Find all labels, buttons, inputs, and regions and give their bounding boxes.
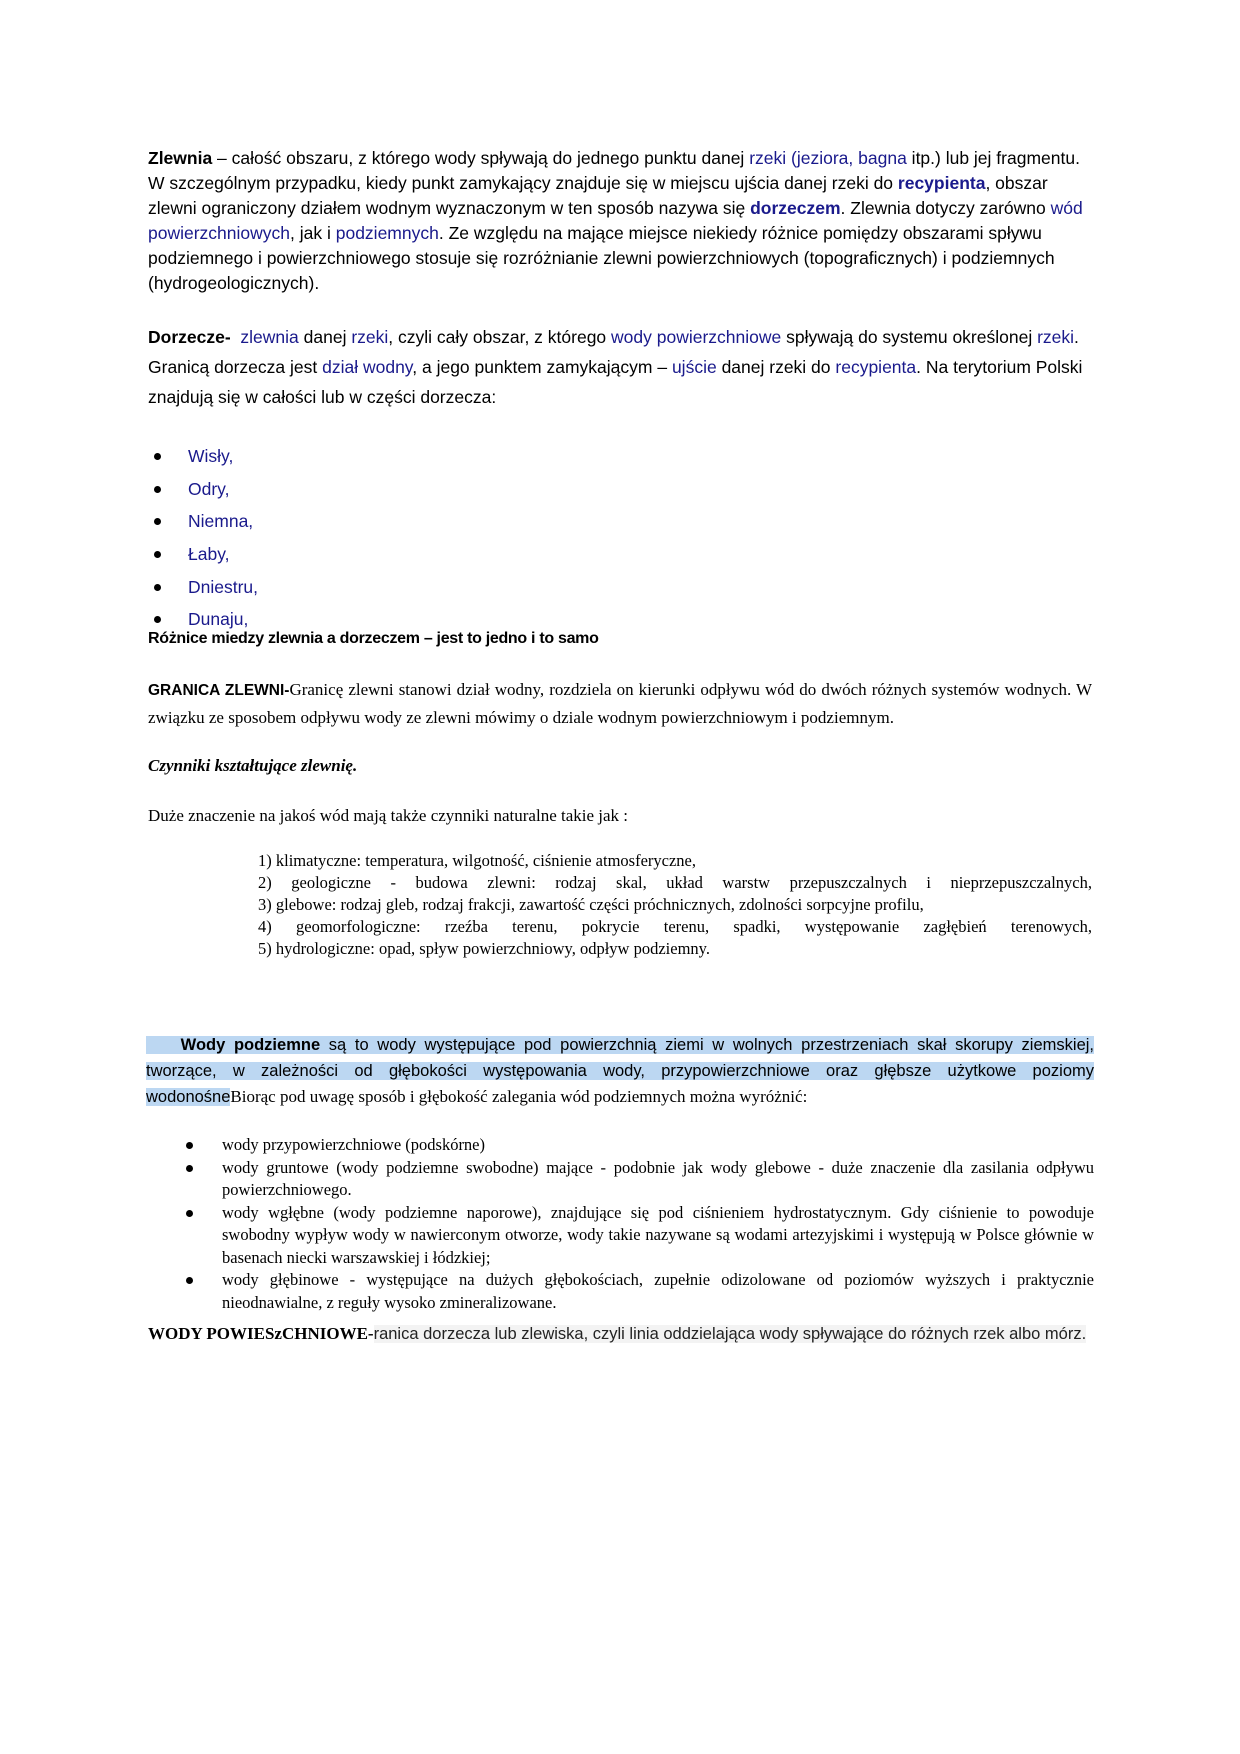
list-item: 4) geomorfologiczne: rzeźba terenu, pokrycie terenu, spadki, występowanie zagłębień terenowych, (258, 917, 1092, 936)
link-jeziora[interactable]: jeziora (796, 148, 849, 168)
text: spływają do systemu określonej (781, 327, 1038, 347)
bullet-icon (186, 1210, 193, 1217)
list-item (150, 473, 258, 506)
link-ujscie[interactable]: ujście (671, 357, 717, 377)
powierzchniowe-label: WODY POWIESzCHNIOWE- (148, 1324, 374, 1343)
text: danej (298, 327, 352, 347)
text: , a jego punktem zamykającym – (412, 357, 672, 377)
bullet-icon (154, 518, 161, 525)
bullet-icon (154, 616, 161, 623)
list-item (150, 440, 258, 473)
list-item (150, 571, 258, 604)
bullet-icon (186, 1142, 193, 1149)
zlewnia-paragraph (148, 146, 1096, 296)
text: , obszar zlewni ograniczony działem wodnym wyznaczonym w ten sposób nazywa się (148, 173, 1048, 218)
text: wody gruntowe (wody podziemne swobodne) mające - podobnie jak wody glebowe - duże znaczenie dla zasilania odpływu powierzchniowego. (222, 1157, 1094, 1199)
bullet-icon (154, 453, 161, 460)
text: . Zlewnia dotyczy zarówno (840, 198, 1051, 218)
differences-heading: Różnice miedzy zlewnia a dorzeczem – jest to jedno i to samo (148, 630, 599, 647)
text: danej rzeki do (716, 357, 836, 377)
wody-podziemne-paragraph (146, 1032, 1094, 1110)
link-zlewnia[interactable]: zlewnia (240, 327, 299, 347)
text: . Ze względu na mające miejsce niekiedy różnice pomiędzy obszarami spływu podziemnego i powierzchniowego stosuje się rozróżnianie zlewni powierzchniowych (topograficznych) i podziemnych (hydrogeologicznych). (148, 223, 1055, 293)
bullet-icon (154, 486, 161, 493)
list-item: 2) geologiczne - budowa zlewni: rodzaj skal, układ warstw przepuszczalnych i nieprzepuszczalnych, (258, 873, 1092, 892)
link-river[interactable]: Dniestru, (188, 576, 259, 597)
link-river[interactable]: Niemna, (188, 511, 254, 532)
groundwater-types-list (186, 1134, 1094, 1314)
text: . Na terytorium Polski znajdują się w całości lub w części dorzecza: (148, 357, 1083, 407)
text: wody przypowierzchniowe (podskórne) (222, 1135, 486, 1154)
link-rzeki-2[interactable]: rzeki (1037, 327, 1075, 347)
granica-text: Granicę zlewni stanowi dział wodny, rozdziela on kierunki odpływu wód do dwóch różnych systemów wodnych. W związku ze sposobem odpływu wody ze zlewni mówimy o dziale wodnym powierzchniowym i podziemnym. (148, 680, 1092, 727)
text (231, 327, 236, 347)
list-item: 5) hydrologiczne: opad, spływ powierzchniowy, odpływ podziemny. (258, 939, 710, 958)
link-wody-powierzchniowe[interactable]: wody powierzchniowe (611, 327, 782, 347)
granica-label: GRANICA ZLEWNI- (148, 682, 290, 699)
list-item: 1) klimatyczne: temperatura, wilgotność, ciśnienie atmosferyczne, (258, 851, 696, 870)
text: Biorąc pod uwagę sposób i głębokość zalegania wód podziemnych można wyróżnić: (230, 1087, 808, 1106)
text: itp.) lub jej fragmentu. W szczególnym przypadku, kiedy punkt zamykający znajduje się w miejscu ujścia danej rzeki do (148, 148, 1080, 193)
link-river[interactable]: Dunaju, (188, 609, 249, 630)
link-recypienta[interactable]: recypienta (897, 173, 986, 193)
text: . Granicą dorzecza jest (148, 327, 1079, 377)
dorzecze-paragraph (148, 322, 1096, 412)
bullet-icon (186, 1165, 193, 1172)
link-dzial-wodny[interactable]: dział wodny (322, 357, 413, 377)
link-river[interactable]: Odry, (188, 478, 230, 499)
text: , czyli cały obszar, z którego (388, 327, 612, 347)
river-basins-list (150, 440, 258, 636)
factors-list (258, 850, 1092, 960)
list-item (186, 1202, 1094, 1270)
factors-intro: Duże znaczenie na jakoś wód mają także czynniki naturalne takie jak : (148, 806, 629, 825)
link-bagna[interactable]: bagna (858, 148, 907, 168)
czynniki-heading: Czynniki kształtujące zlewnię. (148, 756, 358, 775)
text: , jak i (290, 223, 336, 243)
list-item: 3) glebowe: rodzaj gleb, rodzaj frakcji, zawartość części próchnicznych, zdolności sorpcyjne profilu, (258, 895, 924, 914)
list-item (150, 505, 258, 538)
link-rzeki[interactable]: rzeki (351, 327, 389, 347)
term-wody-podziemne: Wody podziemne (180, 1036, 321, 1054)
list-item (186, 1269, 1094, 1314)
powierzchniowe-text: ranica dorzecza lub zlewiska, czyli linia oddzielająca wody spływające do różnych rzek albo mórz. (373, 1325, 1087, 1343)
bullet-icon (154, 584, 161, 591)
link-podziemnych[interactable]: podziemnych (335, 223, 439, 243)
granica-zlewni-paragraph (148, 676, 1092, 731)
link-recypienta[interactable]: recypienta (835, 357, 917, 377)
list-item (186, 1134, 1094, 1157)
text: są to wody występujące pod powierzchnią ziemi w wolnych przestrzeniach skał skorupy ziemskiej, tworzące, w zależności od głębokości występowania wody, przypowierzchniowe oraz głębsze użytkowe poziomy wodonośne (146, 1036, 1094, 1106)
text: – całość obszaru, z którego wody spływają do jednego punktu danej (212, 148, 750, 168)
text: , (848, 148, 859, 168)
text: wody wgłębne (wody podziemne naporowe), znajdujące się pod ciśnieniem hydrostatycznym. Gdy ciśnienie to powoduje swobodny wypływ wody w nawierconym otworze, wody takie nazywane są wodami artezyjskimi i występują w Polsce głównie w basenach niecki warszawskiej i łódzkiej; (222, 1202, 1094, 1267)
text: ( (786, 148, 797, 168)
link-dorzeczem[interactable]: dorzeczem (750, 198, 841, 218)
bullet-icon (154, 551, 161, 558)
term-zlewnia: Zlewnia (148, 148, 213, 168)
link-wod-powierzchniowych[interactable]: wód powierzchniowych (148, 198, 1083, 243)
link-river[interactable]: Łaby, (188, 544, 230, 565)
list-item (186, 1157, 1094, 1202)
term-dorzecze: Dorzecze- (148, 327, 231, 347)
text: wody głębinowe - występujące na dużych głębokościach, zupełnie odizolowane od poziomów wyższych i praktycznie nieodnawialne, z reguły wysoko zmineralizowane. (222, 1270, 1094, 1312)
list-item (150, 538, 258, 571)
wody-powierzchniowe-paragraph (148, 1320, 1092, 1348)
link-rzeki[interactable]: rzeki (749, 148, 787, 168)
bullet-icon (186, 1277, 193, 1284)
link-river[interactable]: Wisły, (188, 446, 234, 466)
